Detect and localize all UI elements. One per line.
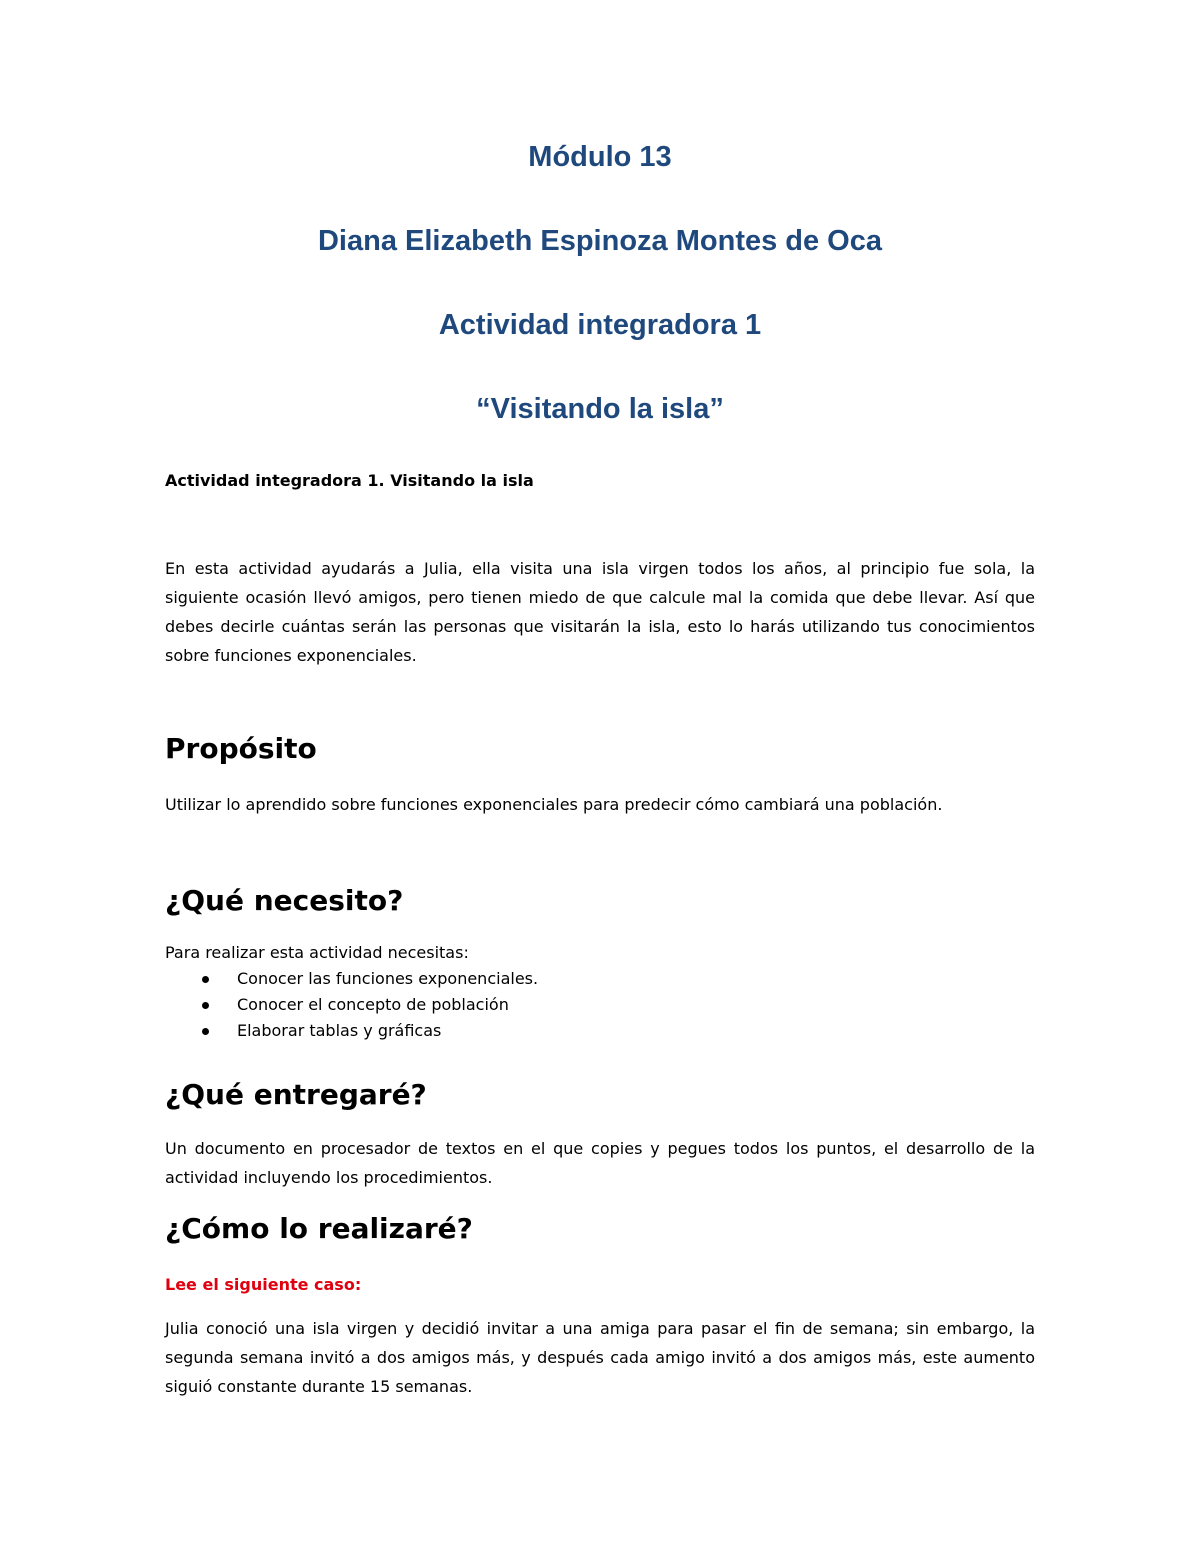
bullet-icon xyxy=(202,1028,209,1035)
bullet-icon xyxy=(202,1002,209,1009)
activity-subtitle: “Visitando la isla” xyxy=(476,393,724,425)
author-name: Diana Elizabeth Espinoza Montes de Oca xyxy=(317,225,882,257)
intro-title: Actividad integradora 1. Visitando la isla xyxy=(165,471,534,490)
case-label: Lee el siguiente caso: xyxy=(165,1275,362,1294)
list-item-text: Conocer el concepto de población xyxy=(237,995,509,1014)
activity-title: Actividad integradora 1 xyxy=(438,309,762,341)
realizare-heading: ¿Cómo lo realizaré? xyxy=(165,1212,473,1245)
entregare-heading: ¿Qué entregaré? xyxy=(165,1078,427,1111)
list-item xyxy=(165,992,538,1018)
list-item xyxy=(165,966,538,992)
requirements-list xyxy=(165,966,538,1044)
necesito-lead: Para realizar esta actividad necesitas: xyxy=(165,943,469,962)
list-item xyxy=(165,1018,538,1044)
module-title: Módulo 13 xyxy=(528,141,672,173)
case-text: Julia conoció una isla virgen y decidió invitar a una amiga para pasar el fin de semana; sin embargo, la segunda semana invitó a dos amigos más, y después cada amigo invitó a dos amigos más, este aumento siguió constante durante 15 semanas. xyxy=(165,1319,1035,1396)
proposito-text: Utilizar lo aprendido sobre funciones exponenciales para predecir cómo cambiará una población. xyxy=(165,795,943,814)
entregare-text: Un documento en procesador de textos en el que copies y pegues todos los puntos, el desarrollo de la actividad incluyendo los procedimientos. xyxy=(165,1139,1035,1187)
necesito-heading: ¿Qué necesito? xyxy=(165,884,404,917)
bullet-icon xyxy=(202,976,209,983)
list-item-text: Elaborar tablas y gráficas xyxy=(237,1021,442,1040)
intro-paragraph: En esta actividad ayudarás a Julia, ella visita una isla virgen todos los años, al principio fue sola, la siguiente ocasión llevó amigos, pero tienen miedo de que calcule mal la comida que debe llevar. Así que debes decirle cuántas serán las personas que visitarán la isla, esto lo harás utilizando tus conocimientos sobre funciones exponenciales. xyxy=(165,559,1035,665)
proposito-heading: Propósito xyxy=(165,732,317,765)
list-item-text: Conocer las funciones exponenciales. xyxy=(237,969,539,988)
